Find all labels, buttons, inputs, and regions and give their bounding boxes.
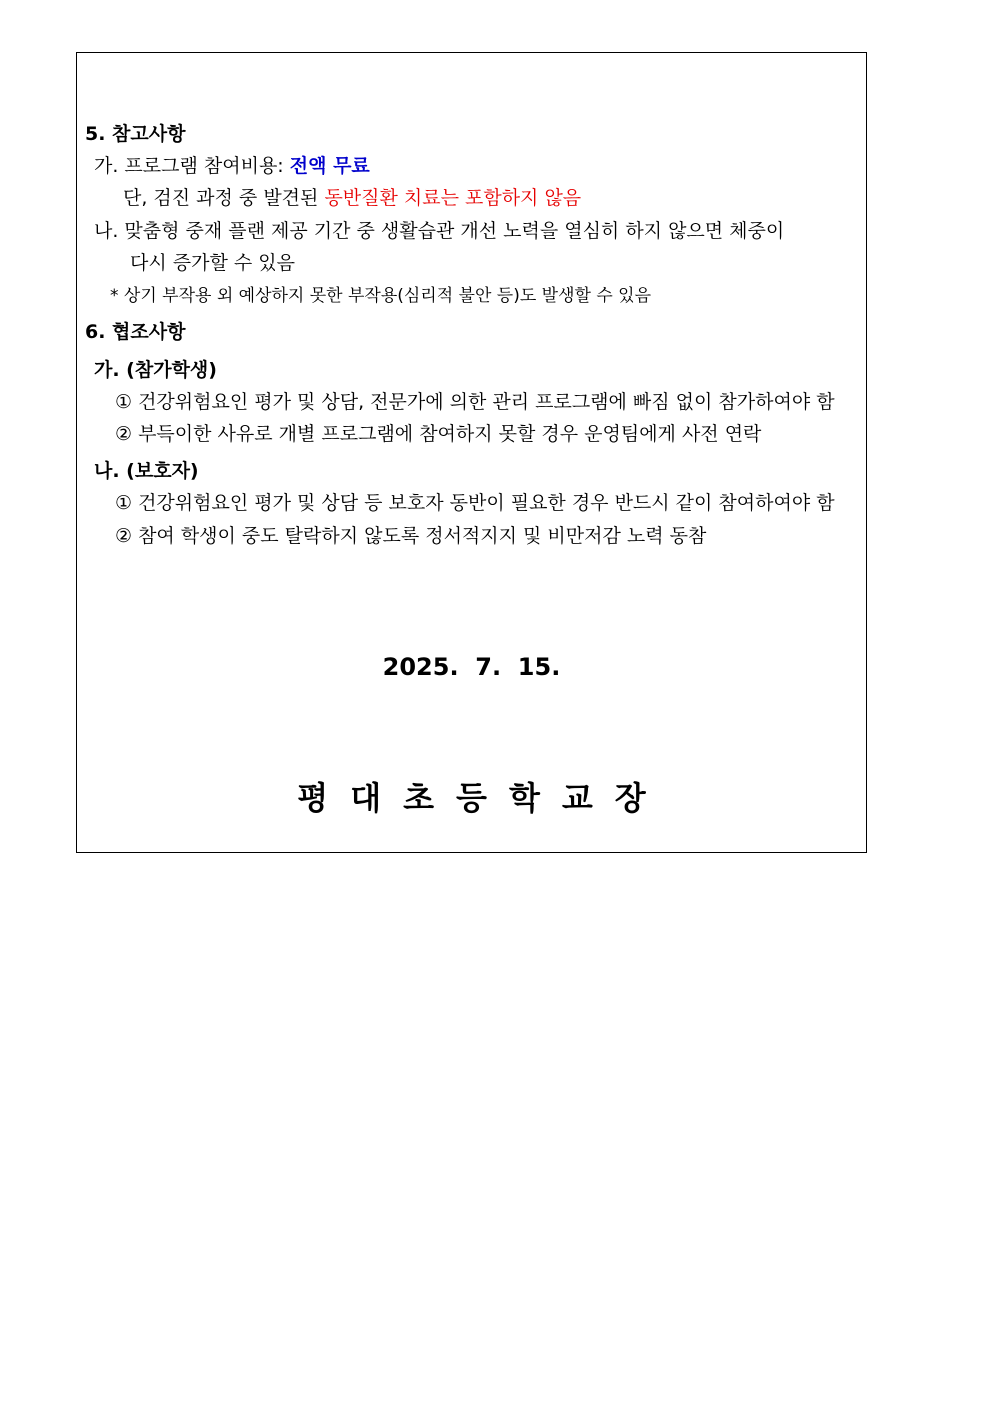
section6-na-heading: 나. (보호자): [94, 460, 199, 482]
section5-note: [123, 185, 581, 211]
section6-heading: 6. 협조사항: [85, 321, 186, 343]
section5-item-na-line2: 다시 증가할 수 있음: [130, 252, 295, 274]
notice-frame: [76, 52, 867, 853]
section5-footnote: * 상기 부작용 외 예상하지 못한 부작용(심리적 불안 등)도 발생할 수 있음: [110, 286, 652, 306]
section6-ga-heading: 가. (참가학생): [94, 359, 217, 381]
free-cost-highlight: 전액 무료: [289, 155, 370, 177]
section5-item-ga: [94, 153, 370, 179]
exclusion-highlight: 동반질환 치료는 포함하지 않음: [324, 187, 582, 209]
section5-note-text: 단, 검진 과정 중 발견된: [123, 187, 325, 209]
section6-ga-item-1: ① 건강위험요인 평가 및 상담, 전문가에 의한 관리 프로그램에 빠짐 없이 참가하여야 함: [115, 391, 835, 413]
section6-na-item-1: ① 건강위험요인 평가 및 상담 등 보호자 동반이 필요한 경우 반드시 같이 참여하여야 함: [115, 492, 835, 514]
document-date: 2025. 7. 15.: [382, 653, 561, 681]
section5-heading: 5. 참고사항: [85, 123, 186, 145]
signer-title: 평대초등학교장: [297, 779, 668, 817]
section6-na-item-2: ② 참여 학생이 중도 탈락하지 않도록 정서적지지 및 비만저감 노력 동참: [115, 525, 707, 547]
section6-ga-item-2: ② 부득이한 사유로 개별 프로그램에 참여하지 못할 경우 운영팀에게 사전 연락: [115, 423, 762, 445]
section5-item-na-line1: 나. 맞춤형 중재 플랜 제공 기간 중 생활습관 개선 노력을 열심히 하지 않으면 체중이: [94, 220, 785, 242]
section5-item-ga-text: 가. 프로그램 참여비용:: [94, 155, 290, 177]
